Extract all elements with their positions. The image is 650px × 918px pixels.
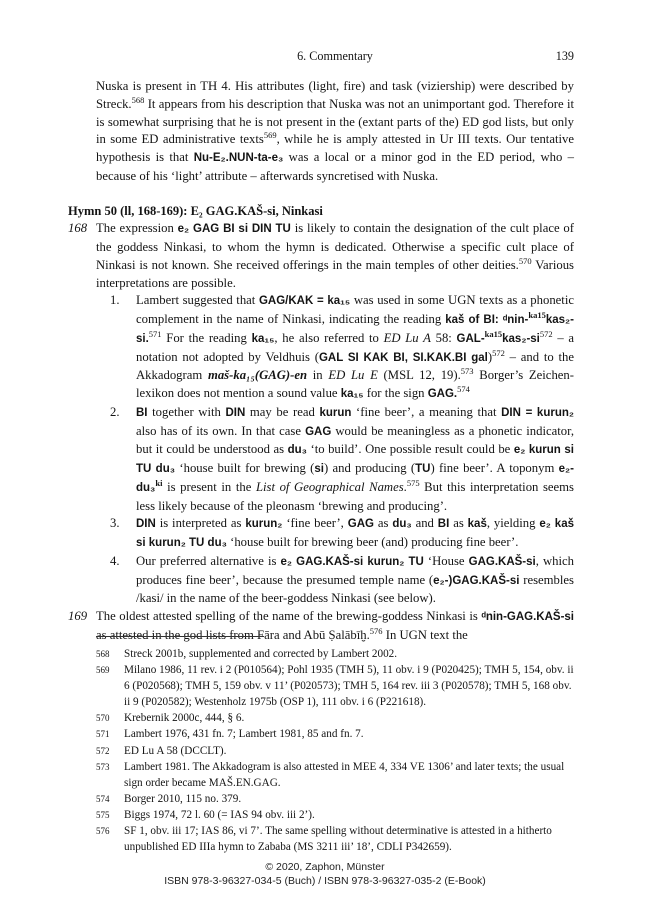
running-header — [96, 49, 574, 67]
line-number: 169 — [68, 609, 88, 623]
footnote-ref[interactable]: 571 — [148, 328, 162, 339]
footnote: 571 Lambert 1976, 431 fn. 7; Lambert 1981, 85 and fn. 7. — [96, 728, 364, 741]
footnote-ref[interactable]: 572 — [539, 328, 553, 339]
intro-paragraph: Nuska is present in TH 4. His attributes (light, fire) and task (viziership) were described by Streck.$^{568}$ It appears from his description that Nuska was not an unimportant god. Therefore it is somewhat surprising that he is not present in the (extant parts of the) ED god lists, but only in some ED administrative texts$^{569}$, while he is amply attested in Ur III texts. Our tentative hypothesis is that Nu-E₂.NUN-ta-e₃ was a local or a minor god in the ED period, who – because of his ‘light’ attribute – afterwards syncretised with Nuska. — [96, 79, 574, 183]
section-heading: Hymn 50 (ll, 168-169): E₂ GAG.KAŠ-si, Ninkasi — [68, 203, 323, 218]
main-text — [68, 78, 575, 645]
copyright-line: © 2020, Zaphon, Münster — [265, 861, 385, 873]
copyright-footer — [0, 860, 650, 888]
footnote-ref[interactable]: 569 — [263, 130, 277, 141]
footnote: 576 SF 1, obv. iii 17; IAS 86, vi 7’. The same spelling without determinative is attested in a hitherto unpublished ED IIIa hymn to Zababa (MS 3211 iii’ 18’, CDLI P342659). — [96, 825, 552, 854]
interpretation-list — [110, 292, 574, 608]
list-item: 2. BI together with DIN may be read kurun ‘fine beer’, a meaning that DIN = kurun₂ also has of its own. In that case GAG would be meaningless as a phonetic indicator, but it could be understood as du₃ ‘to build’. One possible result could be e₂ kurun si TU du₃ ‘house built for brewing (si) and producing (TU) fine beer’. A toponym e₂-du₃$^{ki}$ is present in the List of Geographical Names.$^{575}$ But this interpretation seems less likely because of the pleonasm ‘brewing and producing’. — [110, 404, 574, 513]
footnote: 568 Streck 2001b, supplemented and corrected by Lambert 2002. — [96, 648, 398, 660]
list-item: 4. Our preferred alternative is e₂ GAG.KAŠ-si kurun₂ TU ‘House GAG.KAŠ-si, which produces fine beer’, because the presumed temple name (e₂-)GAG.KAŠ-si resembles /kasi/ in the name of the beer-goddess Ninkasi (see below). — [110, 553, 574, 606]
footnote: 574 Borger 2010, 115 no. 379. — [96, 792, 242, 805]
page-number: 139 — [555, 49, 574, 63]
footnote-ref[interactable]: 574 — [457, 383, 470, 394]
isbn-line: ISBN 978-3-96327-034-5 (Buch) / ISBN 978-3-96327-035-2 (E-Book) — [164, 875, 486, 887]
footnotes — [96, 646, 574, 855]
footnote-ref[interactable]: 572 — [492, 347, 505, 358]
footnote-ref[interactable]: 570 — [518, 255, 532, 266]
footnote: 572 ED Lu A 58 (DCCLT). — [96, 744, 227, 757]
footnote-ref[interactable]: 573 — [460, 366, 474, 377]
footnote-ref[interactable]: 576 — [369, 625, 383, 636]
line-entry-168 — [68, 220, 575, 608]
list-item: 3. DIN is interpreted as kurun₂ ‘fine beer’, GAG as du₃ and BI as kaš, yielding e₂ kaš si kurun₂ TU du₃ ‘house built for brewing beer (and) producing fine beer’. — [110, 516, 574, 549]
entry-text: The expression e₂ GAG BI si DIN TU is likely to contain the designation of the cult place of the goddess Ninkasi, to whom the hymn is dedicated. Otherwise a specific cult place of Ninkasi is not known. She received offerings in the main temples of other deities.$^{570}$ Various interpretations are possible. — [96, 221, 574, 290]
footnote: 570 Krebernik 2000c, 444, § 6. — [96, 712, 245, 725]
footnote-ref[interactable]: 575 — [406, 477, 420, 488]
entry-text: The oldest attested spelling of the name of the brewing-goddess Ninkasi is ᵈnin-GAG.KAŠ-si as attested in the god lists from Fāra and Abū Ṣalābīḫ.$^{576}$ In UGN text the — [96, 609, 574, 642]
line-entry-169 — [68, 608, 574, 645]
footnote-divider — [96, 636, 264, 637]
footnote: 573 Lambert 1981. The Akkadogram is also attested in MEE 4, 334 VE 1306’ and later texts; the usual sign order became MAŠ.EN.GAG. — [96, 760, 565, 789]
footnote: 569 Milano 1986, 11 rev. i 2 (P010564); Pohl 1935 (TMH 5), 11 obv. i 9 (P020425); TMH 5, 154, obv. ii 6 (P020568); TMH 5, 159 obv. v 11’ (P020573); TMH 5, 164 rev. iii 3 (P020578); TMH 5, 168 obv. ii 9 (P020582); Westenholz 1975b (OSP 1), 111 obv. i 6 (P221618). — [96, 664, 574, 709]
footnote: 575 Biggs 1974, 72 l. 60 (= IAS 94 obv. iii 2’). — [96, 808, 315, 821]
list-item: 1. Lambert suggested that GAG/KAK = ka₁₅ was used in some UGN texts as a phonetic complement in the name of Ninkasi, indicating the reading kaš of BI: ᵈnin-$^{ka15}$kas₂-si.$^{571}$ For the reading ka₁₅, he also referred to ED Lu A 58: GAL-$^{ka15}kas_2-si^{572}$ – a notation not adopted by Veldhuis (GAL SI KAK BI, SI.KAK.BI gal)$^{572}$ – and to the Akkadogram maš-ka₁₅(GAG)-en in ED Lu E (MSL 12, 19).$^{573}$ Borger’s Zeichen-lexikon does not mention a sound value ka₁₅ for the sign GAG.$^{574}$ — [110, 293, 575, 400]
footnote-ref[interactable]: 568 — [131, 94, 145, 105]
line-number: 168 — [68, 221, 88, 236]
running-title: 6. Commentary — [297, 49, 373, 63]
